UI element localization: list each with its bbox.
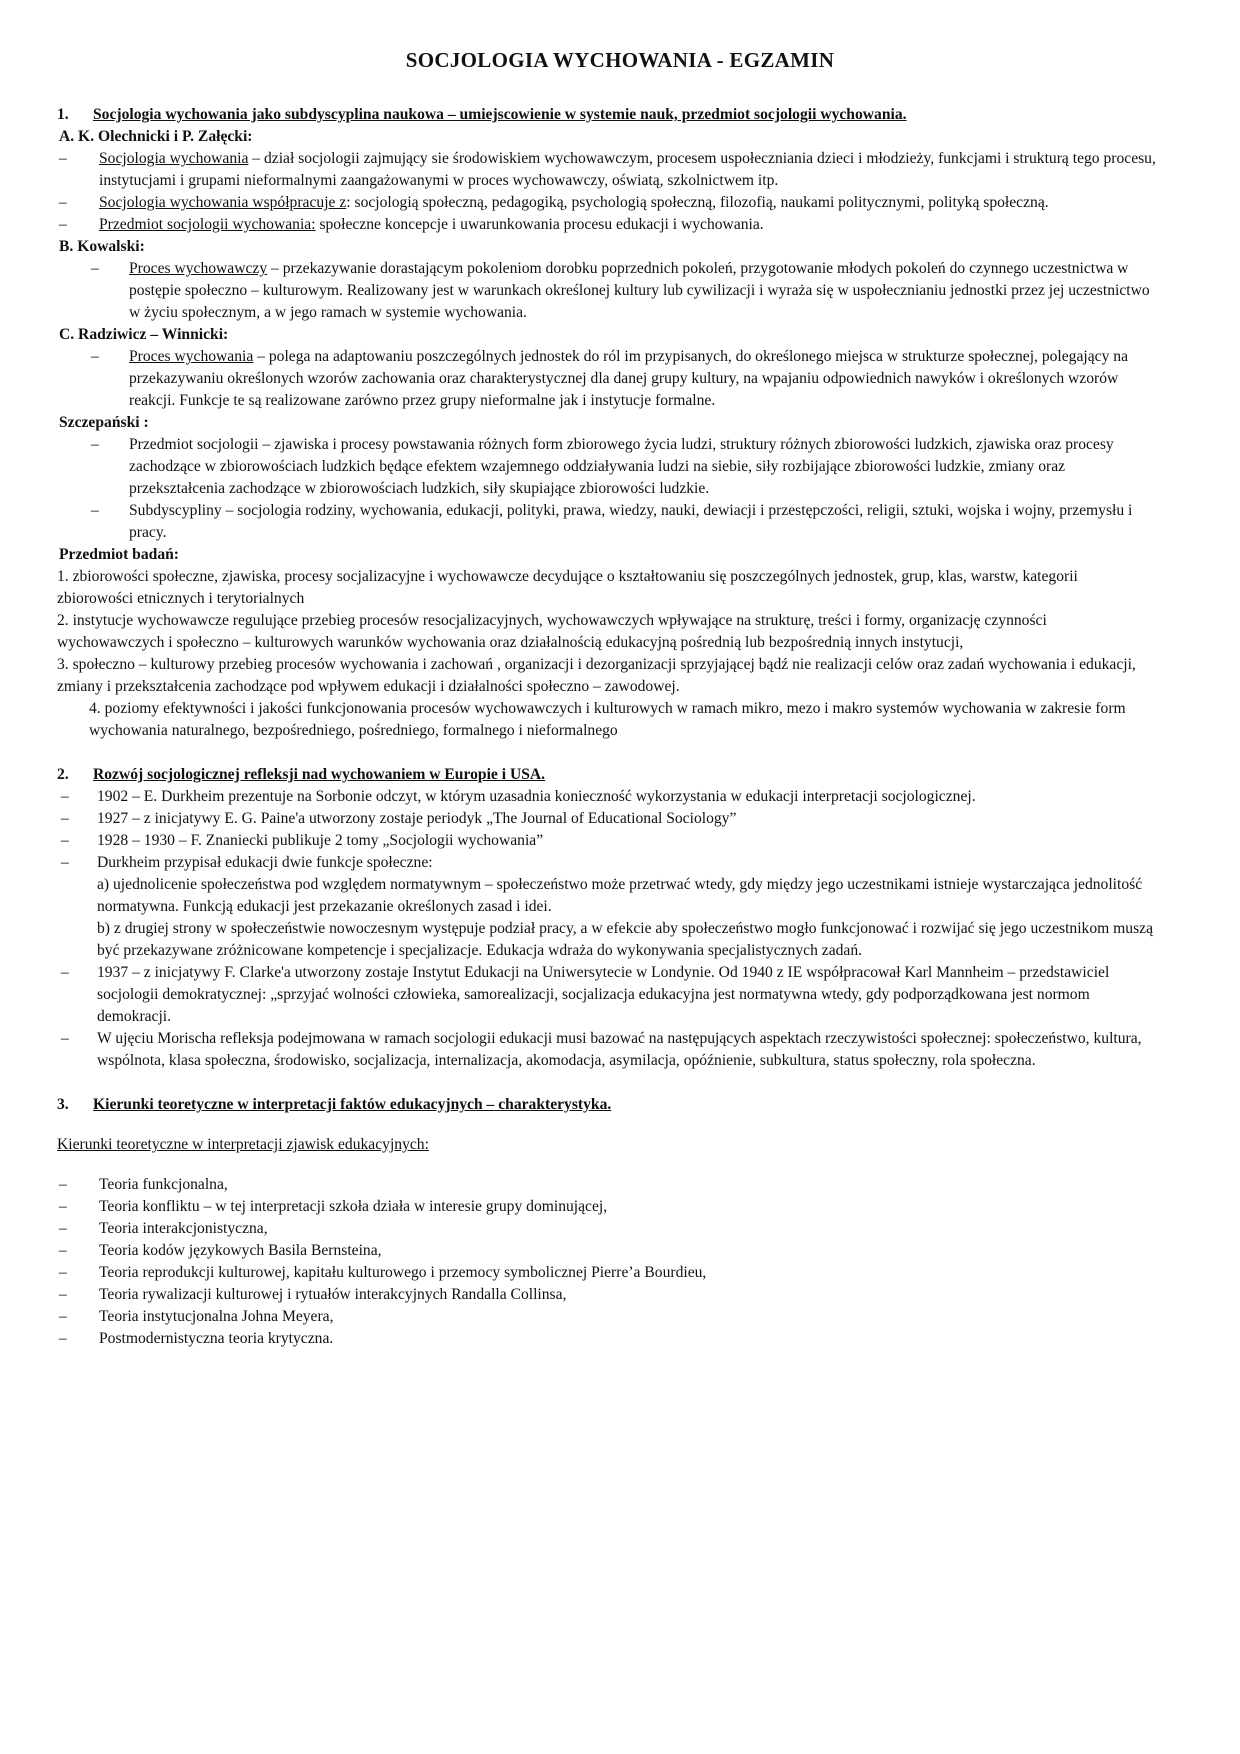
subsection-e-label: Przedmiot badań: xyxy=(59,546,179,563)
list-item: – Proces wychowania – polega na adaptowaniu poszczególnych jednostek do ról im przypisanych, do określonego miejsca w strukturze społecznej, polegający na przekazywaniu określonych wzorów zachowania oraz charakterystycznej dla danej grupy kultury, na wpajaniu odpowiednich nawyków i określonych wzorów reakcji. Funkcje te są realizowane zarówno przez grupy nieformalne jak i instytucje formalne. xyxy=(91,348,1128,409)
list-item: – Socjologia wychowania współpracuje z: socjologią społeczną, pedagogiką, psychologią społeczną, filozofią, naukami politycznymi, polityką społeczną. xyxy=(59,194,1049,211)
document-body xyxy=(57,104,1157,1350)
list-item: – Subdyscypliny – socjologia rodziny, wychowania, edukacji, polityki, prawa, wiedzy, nauki, dewiacji i przestępczości, religii, sztuki, wojska i wojny, przemysłu i pracy. xyxy=(91,502,1133,541)
section-3-heading: 3. Kierunki teoretyczne w interpretacji faktów edukacyjnych – charakterystyka. xyxy=(57,1096,612,1113)
document-title: SOCJOLOGIA WYCHOWANIA - EGZAMIN xyxy=(405,48,835,72)
list-item: – W ujęciu Morischa refleksja podejmowana w ramach socjologii edukacji musi bazować na następujących aspektach rzeczywistości społecznej: społeczeństwo, kultura, wspólnota, klasa społeczna, środowisko, socjalizacja, internalizacja, akomodacja, asymilacja, opóźnienie, subkultura, status społeczny, rola społeczna. xyxy=(61,1030,1142,1069)
numbered-paragraph: 1. zbiorowości społeczne, zjawiska, procesy socjalizacyjne i wychowawcze decydujące o kształtowaniu się poszczególnych jednostek, grup, klas, warstw, kategorii zbiorowości etnicznych i terytorialnych xyxy=(57,568,1078,607)
numbered-paragraph: 3. społeczno – kulturowy przebieg procesów wychowania i zachowań , organizacji i dezorganizacji sprzyjającej bądź nie realizacji celów oraz zadań wychowania i edukacji, zmiany i przekształcenia zachodzące pod wpływem edukacji i działalności społeczno – zawodowej. xyxy=(57,656,1136,695)
list-item: – Teoria funkcjonalna, xyxy=(59,1176,228,1193)
list-item: – Przedmiot socjologii wychowania: społeczne koncepcje i uwarunkowania procesu edukacji i wychowania. xyxy=(59,216,764,233)
numbered-paragraph: 2. instytucje wychowawcze regulujące przebieg procesów resocjalizacyjnych, wychowawczych wpływające na strukturę, treści i formy, organizację czynności wychowawczych i społeczno – kulturowych warunków wychowania oraz działalnością edukacyjną pośrednią lub bezpośrednią innych instytucji, xyxy=(57,612,1047,651)
list-item: – Teoria kodów językowych Basila Bernsteina, xyxy=(59,1242,382,1259)
subheading: Kierunki teoretyczne w interpretacji zjawisk edukacyjnych: xyxy=(57,1136,429,1153)
list-item: – Proces wychowawczy – przekazywanie dorastającym pokoleniom dorobku poprzednich pokoleń, przygotowanie młodych pokoleń do czynnego uczestnictwa w postępie społeczno – kulturowym. Realizowany jest w warunkach określonej kultury lub cywilizacji i wyraża się w uspołecznianiu jednostki przez jej uczestnictwo w życiu społecznym, a w jego ramach w systemie wychowania. xyxy=(91,260,1150,321)
list-item: – Postmodernistyczna teoria krytyczna. xyxy=(59,1330,334,1347)
list-item: – Teoria konfliktu – w tej interpretacji szkoła działa w interesie grupy dominującej, xyxy=(59,1198,608,1215)
list-item: – Teoria instytucjonalna Johna Meyera, xyxy=(59,1308,334,1325)
list-item: – Teoria rywalizacji kulturowej i rytuałów interakcyjnych Randalla Collinsa, xyxy=(59,1286,567,1303)
list-item: – Socjologia wychowania – dział socjologii zajmujący sie środowiskiem wychowawczym, procesem uspołeczniania dzieci i młodzieży, funkcjami i strukturą tego procesu, instytucjami i grupami nieformalnymi zaangażowanymi w proces wychowawczy, oświatą, szkolnictwem itp. xyxy=(59,150,1156,189)
subsection-b-label: B. Kowalski: xyxy=(59,238,145,255)
list-item: – 1902 – E. Durkheim prezentuje na Sorbonie odczyt, w którym uzasadnia konieczność wykorzystania w edukacji interpretacji socjologicznej. xyxy=(61,788,976,805)
list-item: – 1928 – 1930 – F. Znaniecki publikuje 2 tomy „Socjologii wychowania” xyxy=(61,832,544,849)
subsection-c-label: C. Radziwicz – Winnicki: xyxy=(59,326,229,343)
numbered-paragraph: 4. poziomy efektywności i jakości funkcjonowania procesów wychowawczych i kulturowych w ramach mikro, mezo i makro systemów wychowania w zakresie form wychowania naturalnego, bezpośredniego, pośredniego, formalnego i nieformalnego xyxy=(89,700,1126,739)
section-2-heading: 2. Rozwój socjologicznej refleksji nad wychowaniem w Europie i USA. xyxy=(57,766,546,783)
list-item: – Teoria interakcjonistyczna, xyxy=(59,1220,268,1237)
subsection-d-label: Szczepański : xyxy=(59,414,149,431)
subsection-a-label: A. K. Olechnicki i P. Załęcki: xyxy=(59,128,253,145)
list-item: – 1927 – z inicjatywy E. G. Paine'a utworzony zostaje periodyk „The Journal of Educational Sociology” xyxy=(61,810,737,827)
list-item: – Durkheim przypisał edukacji dwie funkcje społeczne: a) ujednolicenie społeczeństwa pod względem normatywnym – społeczeństwo może przetrwać wtedy, gdy między jego uczestnikami istnieje wystarczająca jednolitość normatywna. Funkcją edukacji jest przekazanie określonych zasad i idei. b) z drugiej strony w społeczeństwie nowoczesnym występuje podział pracy, a w efekcie aby społeczeństwo mogło funkcjonować i rozwijać się jego uczestnikom muszą być przekazywane zróżnicowane kompetencje i specjalizacje. Edukacja wdraża do wykonywania specjalistycznych zadań. xyxy=(61,854,1153,959)
list-item: – Przedmiot socjologii – zjawiska i procesy powstawania różnych form zbiorowego życia ludzi, struktury różnych zbiorowości ludzkich, zjawiska oraz procesy zachodzące w zbiorowościach ludzkich będące efektem wzajemnego oddziaływania ludzi na siebie, siły rozbijające zbiorowości ludzkie, zmiany oraz przekształcenia zachodzące w zbiorowościach ludzkich, siły skupiające zbiorowości ludzkie. xyxy=(91,436,1114,497)
list-item: – 1937 – z inicjatywy F. Clarke'a utworzony zostaje Instytut Edukacji na Uniwersytecie w Londynie. Od 1940 z IE współpracował Karl Mannheim – przedstawiciel socjologii demokratycznej: „sprzyjać wolności człowieka, samorealizacji, socjalizacja edukacyjna jest normatywna wtedy, gdy podporządkowana jest normom demokracji. xyxy=(61,964,1110,1025)
section-1-heading: 1. Socjologia wychowania jako subdyscyplina naukowa – umiejscowienie w systemie nauk, przedmiot socjologii wychowania. xyxy=(57,106,907,123)
list-item: – Teoria reprodukcji kulturowej, kapitału kulturowego i przemocy symbolicznej Pierre’a Bourdieu, xyxy=(59,1264,707,1281)
